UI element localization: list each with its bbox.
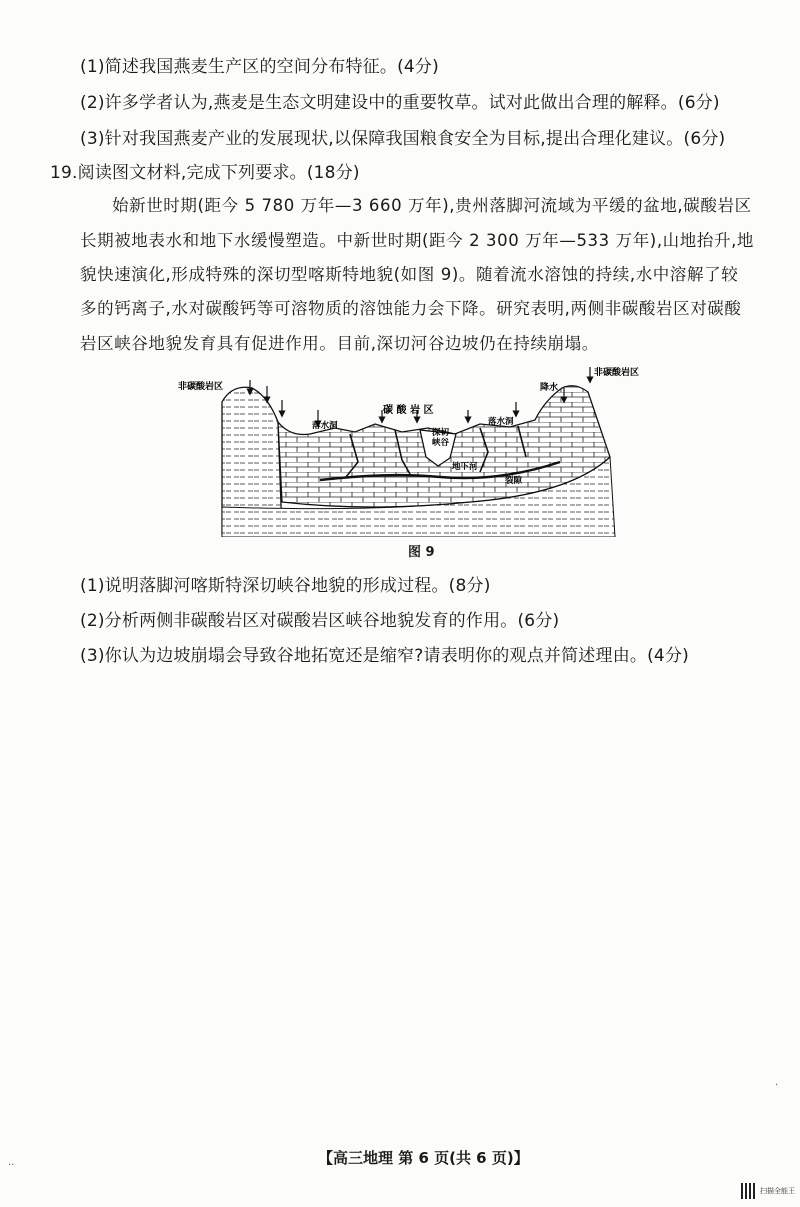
scanner-watermark: 扫描全能王 [760,1187,795,1195]
paragraph-line-3: 貌快速演化,形成特殊的深切型喀斯特地貌(如图 9)。随着流水溶蚀的持续,水中溶解了较 [80,265,739,284]
page-footer: 【高三地理 第 6 页(共 6 页)】 [318,1149,529,1167]
paragraph-line-4: 多的钙离子,水对碳酸钙等可溶物质的溶蚀能力会下降。研究表明,两侧非碳酸岩区对碳酸 [80,299,742,318]
label-sinkhole-right: 落水洞 [488,417,514,427]
label-left-noncarbonate: 非碳酸岩区 [178,382,224,392]
label-gorge-2: 峡谷 [432,438,450,448]
paragraph-line-2: 长期被地表水和地下水缓慢塑造。中新世时期(距今 2 300 万年—533 万年),山地抬升,地 [80,231,755,250]
karst-gorge-diagram [170,362,650,537]
previous-question-2: (2)许多学者认为,燕麦是生态文明建设中的重要牧草。试对此做出合理的解释。(6分) [80,93,720,113]
qr-code-icon [741,1183,757,1199]
label-precipitation: 降水 [540,383,559,393]
previous-question-3: (3)针对我国燕麦产业的发展现状,以保障我国粮食安全为目标,提出合理化建议。(6分) [80,129,726,149]
label-carbonate-area: 碳 酸 岩 区 [383,405,434,416]
sub-question-3: (3)你认为边坡崩塌会导致谷地拓宽还是缩窄?请表明你的观点并简述理由。(4分) [80,646,689,666]
label-gorge-1: 深切 [432,428,450,438]
label-sinkhole-left: 落水洞 [312,421,338,431]
previous-question-1: (1)简述我国燕麦生产区的空间分布特征。(4分) [80,57,439,77]
question-19-heading: 19.阅读图文材料,完成下列要求。(18分) [50,163,360,183]
paragraph-line-1: 始新世时期(距今 5 780 万年—3 660 万年),贵州落脚河流域为平缓的盆地,碳酸岩区 [112,196,752,215]
scan-speck: ·· [8,1160,15,1171]
label-right-noncarbonate: 非碳酸岩区 [594,368,640,378]
figure-caption: 图 9 [408,545,435,560]
sub-question-2: (2)分析两侧非碳酸岩区对碳酸岩区峡谷地貌发育的作用。(6分) [80,611,560,631]
scan-speck: · [775,1080,779,1091]
sub-question-1: (1)说明落脚河喀斯特深切峡谷地貌的形成过程。(8分) [80,576,491,596]
label-underground-river: 地下河 [452,462,478,472]
paragraph-line-5: 岩区峡谷地貌发育具有促进作用。目前,深切河谷边坡仍在持续崩塌。 [80,334,599,353]
label-fissure: 裂隙 [505,476,523,486]
